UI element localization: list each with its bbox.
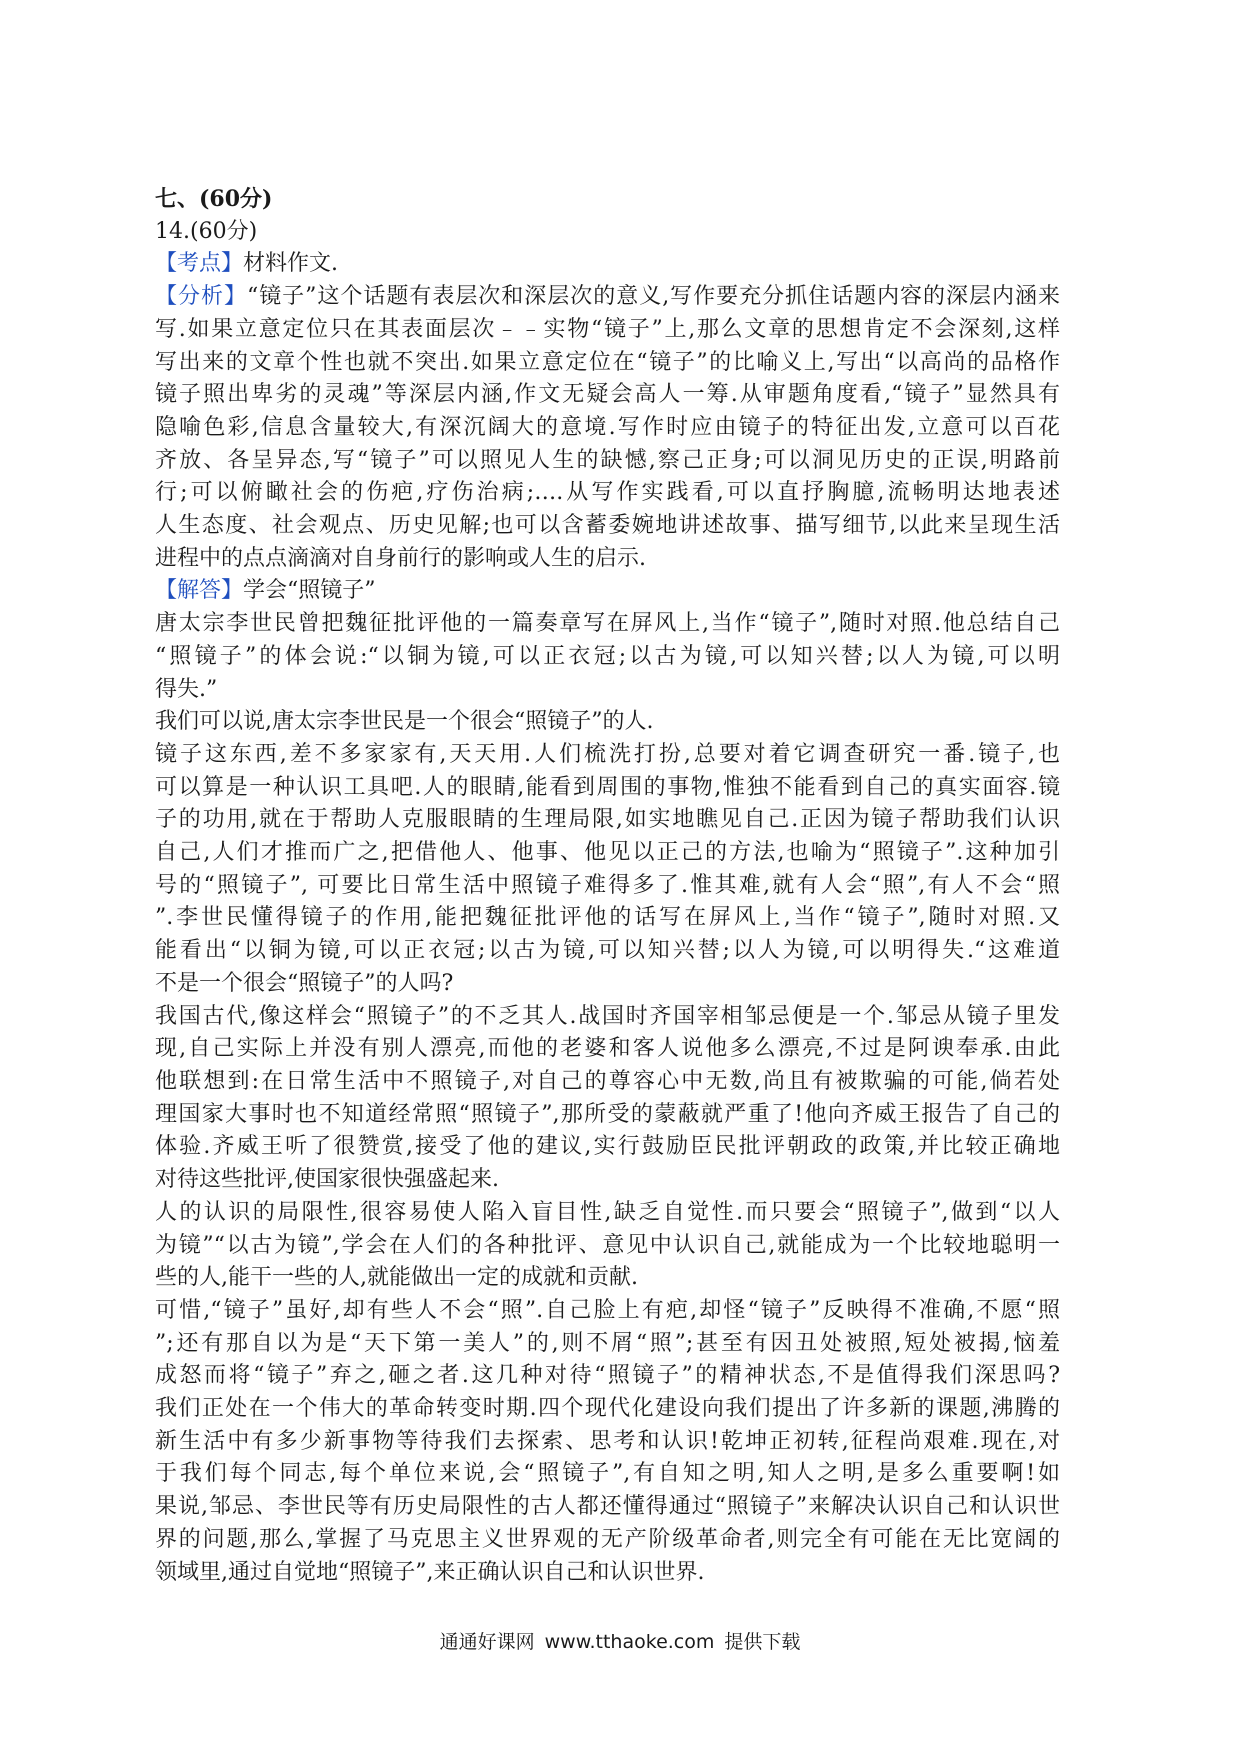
essay-line: 对待这些批评,使国家很快强盛起来. [155, 1167, 499, 1193]
fenxi-line: 进程中的点点滴滴对自身前行的影响或人生的启示. [155, 545, 646, 571]
fenxi-line: 人生态度、社会观点、历史见解;也可以含蓄委婉地讲述故事、描写细节,以此来呈现生活 [155, 513, 1060, 539]
essay-line: 果说,邹忌、李世民等有历史局限性的古人都还懂得通过“照镜子”来解决认识自己和认识世 [155, 1494, 1060, 1520]
essay-line: 可以算是一种认识工具吧.人的眼睛,能看到周围的事物,惟独不能看到自己的真实面容.镜 [155, 774, 1060, 800]
essay-line: “照镜子”的体会说:“以铜为镜,可以正衣冠;以古为镜,可以知兴替;以人为镜,可以明 [155, 643, 1060, 669]
fenxi-line: 镜子照出卑劣的灵魂”等深层内涵,作文无疑会高人一筹.从审题角度看,“镜子”显然具有 [155, 382, 1060, 408]
essay-line: 些的人,能干一些的人,就能做出一定的成就和贡献. [155, 1265, 638, 1291]
kaodian-line [155, 248, 1060, 281]
fenxi-line: 隐喻色彩,信息含量较大,有深沉阔大的意境.写作时应由镜子的特征出发,立意可以百花 [155, 414, 1060, 440]
essay-line: 为镜”“以古为镜”,学会在人们的各种批评、意见中认识自己,就能成为一个比较地聪明一 [155, 1232, 1060, 1258]
essay-line: 成怒而将“镜子”弃之,砸之者.这几种对待“照镜子”的精神状态,不是值得我们深思吗? [155, 1363, 1060, 1389]
page-footer: 通通好课网 www.tthaoke.com 提供下载 [439, 1631, 801, 1653]
essay-line: 号的“照镜子”, 可要比日常生活中照镜子难得多了.惟其难,就有人会“照”,有人不会“照 [155, 872, 1060, 898]
jieda-tag: 【解答】 [155, 578, 244, 604]
essay-body [155, 608, 1060, 1589]
fenxi-tag: 【分析】 [155, 284, 247, 310]
fenxi-paragraph [155, 314, 1060, 576]
fenxi-line: 写.如果立意定位只在其表面层次﹣﹣实物“镜子”上,那么文章的思想肯定不会深刻,这样 [155, 316, 1060, 342]
essay-line: 可惜,“镜子”虽好,却有些人不会“照”.自己脸上有疤,却怪“镜子”反映得不准确,不愿“照 [155, 1297, 1060, 1323]
essay-line: 领域里,通过自觉地“照镜子”,来正确认识自己和认识世界. [155, 1559, 705, 1585]
essay-line: ”.李世民懂得镜子的作用,能把魏征批评他的话写在屏风上,当作“镜子”,随时对照.又 [155, 905, 1060, 931]
essay-line: 我们正处在一个伟大的革命转变时期.四个现代化建设向我们提出了许多新的课题,沸腾的 [155, 1396, 1060, 1422]
essay-line: 于我们每个同志,每个单位来说,会“照镜子”,有自知之明,知人之明,是多么重要啊!如 [155, 1461, 1060, 1487]
essay-line: 界的问题,那么,掌握了马克思主义世界观的无产阶级革命者,则完全有可能在无比宽阔的 [155, 1526, 1060, 1552]
essay-line: 能看出“以铜为镜,可以正衣冠;以古为镜,可以知兴替;以人为镜,可以明得失.“这难道 [155, 938, 1060, 964]
essay-line: 他联想到:在日常生活中不照镜子,对自己的尊容心中无数,尚且有被欺骗的可能,倘若处 [155, 1068, 1060, 1094]
jieda-line [155, 575, 1060, 608]
essay-line: 自己,人们才推而广之,把借他人、他事、他见以正己的方法,也喻为“照镜子”.这种加引 [155, 840, 1060, 866]
section-title: 七、(60分) [155, 186, 273, 212]
essay-line: 理国家大事时也不知道经常照“照镜子”,那所受的蒙蔽就严重了!他向齐威王报告了自己的 [155, 1101, 1060, 1127]
document-body [155, 183, 1060, 1589]
essay-line: 不是一个很会“照镜子”的人吗? [155, 970, 454, 996]
essay-line: 我国古代,像这样会“照镜子”的不乏其人.战国时齐国宰相邹忌便是一个.邹忌从镜子里发 [155, 1003, 1060, 1029]
fenxi-line: 写出来的文章个性也就不突出.如果立意定位在“镜子”的比喻义上,写出“以高尚的品格作 [155, 349, 1060, 375]
essay-line: 体验.齐威王听了很赞赏,接受了他的建议,实行鼓励臣民批评朝政的政策,并比较正确地 [155, 1134, 1060, 1160]
kaodian-text: 材料作文. [243, 251, 339, 277]
kaodian-tag: 【考点】 [155, 251, 244, 277]
essay-line: 得失.” [155, 676, 218, 702]
fenxi-first-line [155, 281, 1060, 314]
essay-line: 我们可以说,唐太宗李世民是一个很会“照镜子”的人. [155, 709, 654, 735]
essay-line: ”;还有那自以为是“天下第一美人”的,则不屑“照”;甚至有因丑处被照,短处被揭,恼羞 [155, 1330, 1060, 1356]
essay-line: 新生活中有多少新事物等待我们去探索、思考和认识!乾坤正初转,征程尚艰难.现在,对 [155, 1428, 1060, 1454]
essay-line: 现,自己实际上并没有别人漂亮,而他的老婆和客人说他多么漂亮,不过是阿谀奉承.由此 [155, 1036, 1060, 1062]
fenxi-line: 齐放、各呈异态,写“镜子”可以照见人生的缺憾,察己正身;可以洞见历史的正误,明路前 [155, 447, 1060, 473]
fenxi-line: 行;可以俯瞰社会的伤疤,疗伤治病;….从写作实践看,可以直抒胸臆,流畅明达地表述 [155, 480, 1060, 506]
essay-line: 唐太宗李世民曾把魏征批评他的一篇奏章写在屏风上,当作“镜子”,随时对照.他总结自己 [155, 611, 1060, 637]
essay-line: 子的功用,就在于帮助人克服眼睛的生理局限,如实地瞧见自己.正因为镜子帮助我们认识 [155, 807, 1060, 833]
essay-line: 人的认识的局限性,很容易使人陷入盲目性,缺乏自觉性.而只要会“照镜子”,做到“以人 [155, 1199, 1060, 1225]
fenxi-first-text: “镜子”这个话题有表层次和深层次的意义,写作要充分抓住话题内容的深层内涵来 [246, 284, 1060, 310]
essay-line: 镜子这东西,差不多家家有,天天用.人们梳洗打扮,总要对着它调查研究一番.镜子,也 [155, 741, 1060, 767]
question-number: 14.(60分) [155, 218, 258, 244]
essay-title: 学会“照镜子” [243, 578, 376, 604]
